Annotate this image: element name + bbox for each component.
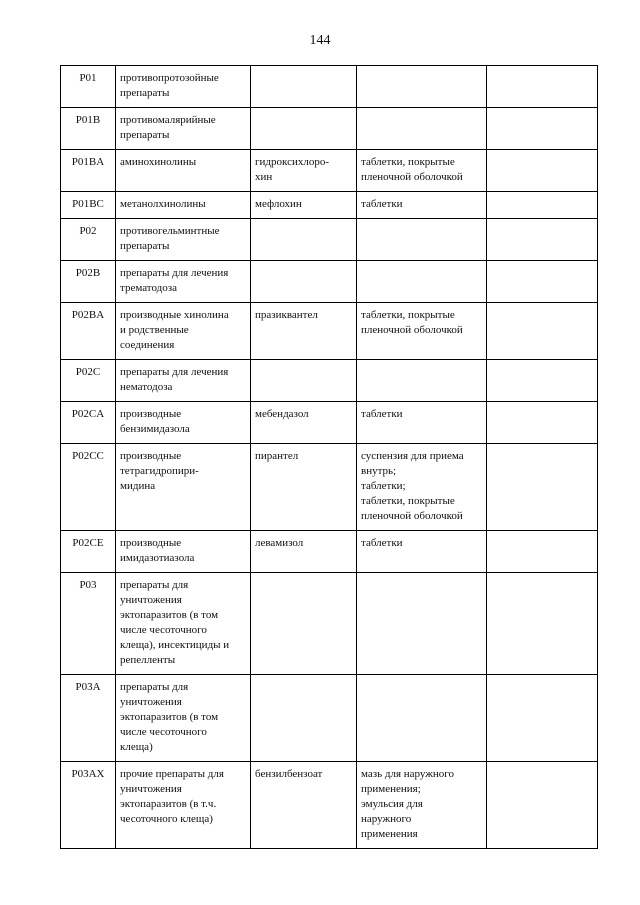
table-row <box>61 444 598 531</box>
group-name-cell-line: репелленты <box>120 654 176 666</box>
group-name-cell <box>116 402 251 444</box>
group-name-cell-line: производные <box>120 537 182 549</box>
group-name-cell-line: имидазотиазола <box>120 552 195 564</box>
drug-name-cell-line: празиквантел <box>255 309 318 321</box>
atc-code-cell: P02CA <box>61 402 116 444</box>
table-row <box>61 150 598 192</box>
dosage-form-cell-line: мазь для наружного <box>361 768 454 780</box>
empty-cell <box>487 531 598 573</box>
table-row <box>61 402 598 444</box>
group-name-cell-line: препараты <box>120 240 170 252</box>
table-row <box>61 531 598 573</box>
dosage-form-cell-line: внутрь; <box>361 465 397 477</box>
drug-name-cell <box>251 360 357 402</box>
group-name-cell <box>116 360 251 402</box>
table-row <box>61 192 598 219</box>
atc-code-cell: P02C <box>61 360 116 402</box>
group-name-cell-line: противомалярийные <box>120 114 216 126</box>
atc-code-cell: P02CC <box>61 444 116 531</box>
group-name-cell-line: препараты для <box>120 681 189 693</box>
drug-name-cell <box>251 444 357 531</box>
dosage-form-cell <box>357 360 487 402</box>
group-name-cell-line: противопротозойные <box>120 72 219 84</box>
drug-name-cell <box>251 108 357 150</box>
page-number: 144 <box>309 33 331 48</box>
table-row <box>61 360 598 402</box>
dosage-form-cell-line: эмульсия для <box>361 798 423 810</box>
atc-code-cell: P01 <box>61 66 116 108</box>
drug-name-cell <box>251 762 357 849</box>
table-row <box>61 108 598 150</box>
group-name-cell <box>116 762 251 849</box>
drug-name-cell-line: мефлохин <box>255 198 302 210</box>
table-row <box>61 573 598 675</box>
dosage-form-cell <box>357 219 487 261</box>
group-name-cell <box>116 108 251 150</box>
dosage-form-cell-line: пленочной оболочкой <box>361 171 463 183</box>
dosage-form-cell <box>357 150 487 192</box>
group-name-cell-line: уничтожения <box>120 594 182 606</box>
group-name-cell <box>116 192 251 219</box>
group-name-cell-line: производные хинолина <box>120 309 229 321</box>
empty-cell <box>487 261 598 303</box>
empty-cell <box>487 192 598 219</box>
empty-cell <box>487 66 598 108</box>
drug-name-cell <box>251 402 357 444</box>
group-name-cell-line: эктопаразитов (в том <box>120 711 219 723</box>
group-name-cell <box>116 303 251 360</box>
dosage-form-cell-line: пленочной оболочкой <box>361 510 463 522</box>
dosage-form-cell <box>357 402 487 444</box>
drug-name-cell-line: бензилбензоат <box>255 768 323 780</box>
atc-code-cell: P03A <box>61 675 116 762</box>
empty-cell <box>487 219 598 261</box>
drug-name-cell <box>251 66 357 108</box>
dosage-form-cell-line: таблетки; <box>361 480 406 492</box>
group-name-cell <box>116 261 251 303</box>
drug-name-cell-line: мебендазол <box>255 408 309 420</box>
dosage-form-cell-line: применения; <box>361 783 421 795</box>
dosage-form-cell-line: таблетки <box>361 198 403 210</box>
group-name-cell-line: и родственные <box>120 324 189 336</box>
group-name-cell-line: клеща) <box>120 741 153 753</box>
group-name-cell-line: уничтожения <box>120 696 182 708</box>
empty-cell <box>487 573 598 675</box>
group-name-cell-line: чесоточного клеща) <box>120 813 213 825</box>
drug-name-cell-line: левамизол <box>255 537 304 549</box>
group-name-cell-line: препараты для лечения <box>120 366 229 378</box>
drug-name-cell <box>251 573 357 675</box>
atc-code-cell: P02CE <box>61 531 116 573</box>
group-name-cell-line: нематодоза <box>120 381 173 393</box>
drug-table-body <box>61 66 598 849</box>
drug-table <box>60 65 598 849</box>
atc-code-cell: P02 <box>61 219 116 261</box>
group-name-cell-line: препараты <box>120 87 170 99</box>
group-name-cell-line: прочие препараты для <box>120 768 224 780</box>
empty-cell <box>487 675 598 762</box>
table-row <box>61 261 598 303</box>
group-name-cell-line: соединения <box>120 339 175 351</box>
empty-cell <box>487 108 598 150</box>
dosage-form-cell-line: суспензия для приема <box>361 450 464 462</box>
dosage-form-cell-line: применения <box>361 828 418 840</box>
dosage-form-cell <box>357 762 487 849</box>
group-name-cell-line: препараты <box>120 129 170 141</box>
group-name-cell-line: клеща), инсектициды и <box>120 639 230 651</box>
table-row <box>61 303 598 360</box>
table-row <box>61 219 598 261</box>
group-name-cell-line: метанолхинолины <box>120 198 206 210</box>
dosage-form-cell-line: пленочной оболочкой <box>361 324 463 336</box>
group-name-cell-line: бензимидазола <box>120 423 190 435</box>
group-name-cell <box>116 675 251 762</box>
group-name-cell-line: тетрагидропири- <box>120 465 199 477</box>
table-row <box>61 66 598 108</box>
empty-cell <box>487 444 598 531</box>
dosage-form-cell-line: наружного <box>361 813 412 825</box>
drug-name-cell-line: гидроксихлоро- <box>255 156 329 168</box>
group-name-cell-line: эктопаразитов (в т.ч. <box>120 798 217 810</box>
drug-name-cell <box>251 261 357 303</box>
atc-code-cell: P01BC <box>61 192 116 219</box>
drug-name-cell <box>251 303 357 360</box>
atc-code-cell: P02B <box>61 261 116 303</box>
dosage-form-cell <box>357 675 487 762</box>
group-name-cell-line: уничтожения <box>120 783 182 795</box>
dosage-form-cell <box>357 66 487 108</box>
dosage-form-cell <box>357 108 487 150</box>
dosage-form-cell <box>357 573 487 675</box>
table-row <box>61 675 598 762</box>
empty-cell <box>487 402 598 444</box>
group-name-cell-line: числе чесоточного <box>120 726 207 738</box>
dosage-form-cell <box>357 261 487 303</box>
drug-name-cell <box>251 675 357 762</box>
group-name-cell-line: эктопаразитов (в том <box>120 609 219 621</box>
group-name-cell-line: производные <box>120 450 182 462</box>
atc-code-cell: P03 <box>61 573 116 675</box>
empty-cell <box>487 762 598 849</box>
group-name-cell <box>116 573 251 675</box>
atc-code-cell: P01B <box>61 108 116 150</box>
dosage-form-cell-line: таблетки <box>361 408 403 420</box>
group-name-cell-line: препараты для <box>120 579 189 591</box>
table-row <box>61 762 598 849</box>
group-name-cell-line: препараты для лечения <box>120 267 229 279</box>
group-name-cell <box>116 219 251 261</box>
drug-name-cell-line: хин <box>255 171 273 183</box>
dosage-form-cell-line: таблетки, покрытые <box>361 156 455 168</box>
drug-name-cell <box>251 219 357 261</box>
dosage-form-cell-line: таблетки, покрытые <box>361 495 455 507</box>
drug-name-cell <box>251 150 357 192</box>
empty-cell <box>487 303 598 360</box>
dosage-form-cell <box>357 444 487 531</box>
drug-name-cell-line: пирантел <box>255 450 299 462</box>
atc-code-cell: P01BA <box>61 150 116 192</box>
empty-cell <box>487 150 598 192</box>
group-name-cell <box>116 150 251 192</box>
dosage-form-cell-line: таблетки, покрытые <box>361 309 455 321</box>
group-name-cell-line: производные <box>120 408 182 420</box>
group-name-cell-line: числе чесоточного <box>120 624 207 636</box>
atc-code-cell: P02BA <box>61 303 116 360</box>
empty-cell <box>487 360 598 402</box>
dosage-form-cell <box>357 531 487 573</box>
drug-name-cell <box>251 192 357 219</box>
dosage-form-cell <box>357 303 487 360</box>
atc-code-cell: P03AX <box>61 762 116 849</box>
dosage-form-cell <box>357 192 487 219</box>
group-name-cell <box>116 444 251 531</box>
group-name-cell <box>116 66 251 108</box>
group-name-cell-line: противогельминтные <box>120 225 220 237</box>
group-name-cell-line: трематодоза <box>120 282 177 294</box>
drug-name-cell <box>251 531 357 573</box>
group-name-cell-line: аминохинолины <box>120 156 197 168</box>
dosage-form-cell-line: таблетки <box>361 537 403 549</box>
group-name-cell <box>116 531 251 573</box>
group-name-cell-line: мидина <box>120 480 156 492</box>
